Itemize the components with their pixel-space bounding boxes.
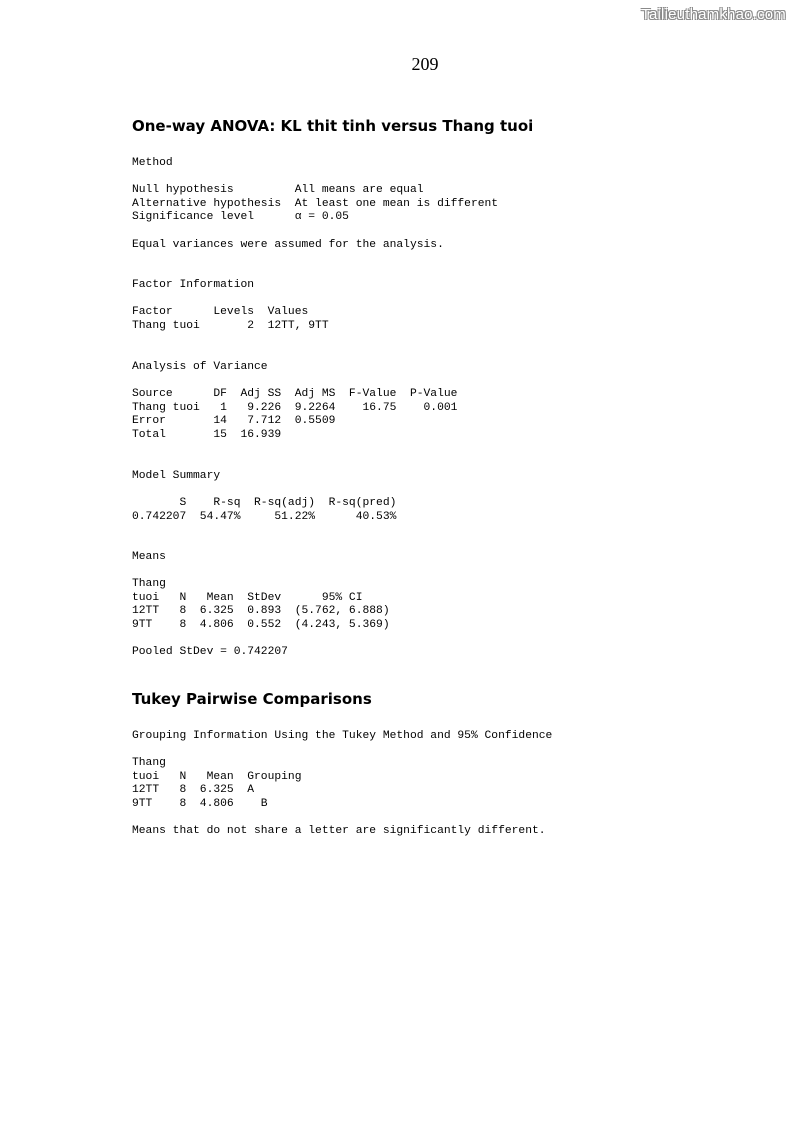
model-summary-section: Model Summary S R-sq R-sq(adj) R-sq(pred) 0.742207 54.47% 51.22% 40.53% — [132, 470, 397, 523]
analysis-of-variance-section: Analysis of Variance Source DF Adj SS Adj MS F-Value P-Value Thang tuoi 1 9.226 9.2264 16.75 0.001 Error 14 7.712 0.5509 Total 15 16.939 — [132, 361, 458, 441]
factor-information-section: Factor Information Factor Levels Values Thang tuoi 2 12TT, 9TT — [132, 279, 329, 332]
page-number: 209 — [411, 54, 439, 74]
tukey-grouping-section: Grouping Information Using the Tukey Method and 95% Confidence Thang tuoi N Mean Grouping 12TT 8 6.325 A 9TT 8 4.806 B Means that do not share a letter are significantly different. — [132, 730, 553, 838]
watermark-text: Tailieuthamkhao.com — [641, 6, 786, 23]
tukey-title: Tukey Pairwise Comparisons — [132, 690, 372, 708]
method-section: Method Null hypothesis All means are equal Alternative hypothesis At least one mean is different Significance level α = 0.05 Equal variances were assumed for the analysis. — [132, 157, 499, 251]
anova-title: One-way ANOVA: KL thit tinh versus Thang tuoi — [132, 117, 534, 135]
means-section: Means Thang tuoi N Mean StDev 95% CI 12TT 8 6.325 0.893 (5.762, 6.888) 9TT 8 4.806 0.552 (4.243, 5.369) Pooled StDev = 0.742207 — [132, 551, 390, 659]
